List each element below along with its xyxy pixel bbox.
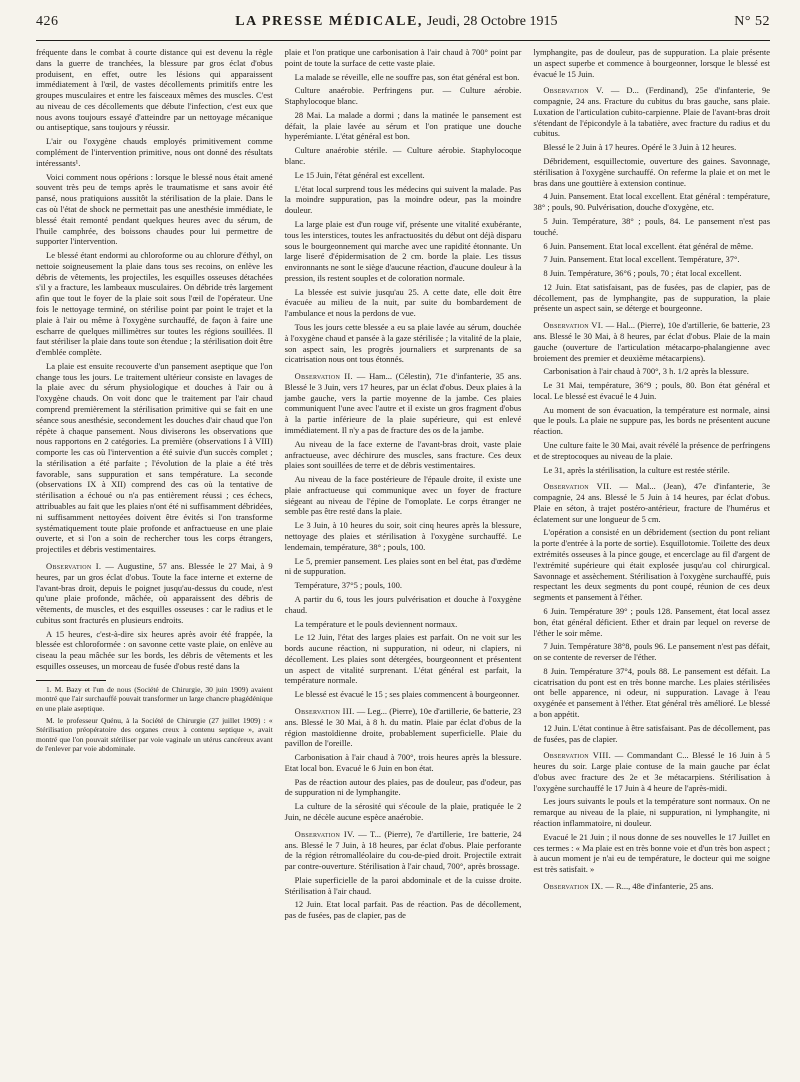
- paragraph: Evacué le 21 Juin ; il nous donne de ses nouvelles le 17 Juillet en ces termes : « Ma plaie est en très bonne voie et d'un très bon aspect ; à aucun moment je n'ai eu de température, le docteur qui me soigne est très satisfait. »: [533, 831, 770, 875]
- paragraph: 8 Juin. Température, 36°6 ; pouls, 70 ; état local excellent.: [543, 268, 742, 279]
- observation-text: — Commandant C... Blessé le 16 Juin à 5 heures du soir. Large plaie contuse de la main gauche par éclat d'obus avec fracture des 2e et 3e métacarpiens. Stérilisation à l'oxygène surchauffé le 17 Juin à 4 heure de l'après-midi.: [533, 750, 770, 793]
- paragraph: Le 31 Mai, température, 36°9 ; pouls, 80. Bon état général et local. Le blessé est évacué le 4 Juin.: [533, 380, 770, 401]
- observation-heading: Observation I.: [46, 560, 102, 571]
- paragraph: Le 12 Juin, l'état des larges plaies est parfait. On ne voit sur les bords aucune réaction, ni suppuration, ni odeur, ni clapiers, ni décollement. Les plaies sont détergées, bourgeonnent et présentent un aspect de vitalité surprenant. L'état général est parfait, la température normale.: [284, 632, 522, 686]
- observation-1: [36, 561, 273, 626]
- observation-heading: Observation V.: [543, 85, 604, 96]
- paragraph: La blessée est suivie jusqu'au 25. A cette date, elle doit être évacuée au milieu de la nuit, par suite du bombardement de l'ambulance et nous la perdons de vue.: [284, 286, 522, 319]
- observation-text: — R..., 48e d'infanterie, 25 ans.: [603, 880, 714, 891]
- paragraph: Le 5, premier pansement. Les plaies sont en bel état, pas d'œdème ni de suppuration.: [284, 555, 522, 577]
- observation-8: [533, 750, 770, 793]
- paragraph: Blessé le 2 Juin à 17 heures. Opéré le 3 Juin à 12 heures.: [543, 142, 737, 153]
- paragraph: La plaie est ensuite recouverte d'un pansement aseptique que l'on change tous les jours. Le traitement ultérieur consiste en lavages de la plaie avec du sérum physiologique et douches à l'air ou à l'oxygène chauds. On voit donc que le traitement par l'air chaud comprend premièrement la stérilisation primitive qui se fait en une séance sous anesthésie, secondement les douches d'air chaud que l'on répète à chaque pansement. Nous diviserons les observations que nous rapportons en 2 catégories. La première (observations I à VIII) comporte les cas où l'intervention a été suivie d'un succès complet ; la stérilisation a été parfaite ; l'évolution de la plaie a été très favorable, sans suppuration et sans température. La seconde (observations IX à XII) comprend des cas où la tentative de stérilisation a échoué ou n'a pas entièrement réussi ; ces échecs, attribuables au fait que les plaies n'ont été ni suffisamment débridées, ni suffisamment nettoyées doivent être évités si l'on transforme systématiquement toute plaie profonde et anfractueuse en une plaie ouverte, et si l'on a soin de rechercher tous les corps étrangers, projectiles et débris vestimentaires.: [36, 360, 273, 555]
- paragraph: 28 Mai. La malade a dormi ; dans la matinée le pansement est défait, la plaie lavée au sérum et l'on pratique une douche hyperémiante. L'état général est bon.: [284, 109, 522, 142]
- paragraph: La température et le pouls deviennent normaux.: [294, 618, 458, 629]
- text-columns: [36, 47, 770, 1067]
- paragraph: La malade se réveille, elle ne souffre pas, son état général est bon.: [294, 71, 520, 82]
- paragraph: 12 Juin. Etat satisfaisant, pas de fusées, pas de clapier, pas de décollement, pas de lymphangite, pas de suppuration, la plaie présente un aspect sain, se déterge et bourgeonne.: [533, 281, 770, 314]
- observation-heading: Observation IX.: [543, 880, 604, 891]
- paragraph: L'air ou l'oxygène chauds employés primitivement comme complément de l'intervention primitive, nous ont donné des résultats intéressants¹.: [36, 136, 273, 168]
- paragraph: 5 Juin. Température, 38° ; pouls, 84. Le pansement n'est pas touché.: [533, 215, 770, 237]
- observation-5: [533, 85, 770, 139]
- paragraph: 8 Juin. Température 37°4, pouls 88. Le pansement est défait. La cicatrisation du pont est en très bonne marche. Les plaies stérilisées ont belle apparence, ni odeur, ni suppuration. Lavage à l'eau oxygénée et pansement à l'éther. Etat général très amélioré. Le blessé a bon appétit.: [533, 665, 770, 719]
- paragraph: L'opération a consisté en un débridement (section du pont reliant la porte d'entrée à la porte de sortie). Esquillotomie. Toilette des deux extrémités osseuses à la pince gouge, et encerclage au fil d'argent de l'extrémité supérieure qui était explosée jusqu'au col chirurgical. Savonnage et assèchement. Stérilisation à l'oxygène surchauffé, puis respectant les deux segments du pont coupé, réunion de ces deux segments et pansement à l'éther.: [533, 527, 770, 603]
- column-2: [285, 47, 522, 1067]
- paragraph: Température, 37°5 ; pouls, 100.: [294, 580, 403, 591]
- observation-heading: Observation VI.: [543, 320, 604, 331]
- observation-heading: Observation IV.: [294, 828, 355, 839]
- observation-4: [285, 829, 522, 872]
- paragraph: Le 31, après la stérilisation, la culture est restée stérile.: [543, 464, 730, 475]
- footnote-1: 1. M. Bazy et l'un de nous (Société de Chirurgie, 30 juin 1909) avaient montré que l'air surchauffé pouvait transformer un large chancre phagédénique en une plaie aseptique.: [36, 684, 273, 713]
- paragraph: Au niveau de la face externe de l'avant-bras droit, vaste plaie anfractueuse, avec déchirure des muscles, sans fracture. Ces deux plaies sont souillées de terre et de débris vestimentaires.: [284, 438, 522, 471]
- paragraph: La culture de la sérosité qui s'écoule de la plaie, pratiquée le 2 Juin, ne décèle aucune espèce anaérobie.: [284, 801, 522, 822]
- observation-text: — Leg... (Pierre), 10e d'artillerie, 6e batterie, 23 ans. Blessé le 30 Mai, à 8 h. du matin. Plaie par éclat d'obus de la région mastoïdienne droite, probablement superficielle. Plaie du pavillon de l'oreille.: [284, 705, 522, 749]
- paragraph: Plaie superficielle de la paroi abdominale et de la cuisse droite. Stérilisation à l'air chaud.: [284, 874, 522, 896]
- paragraph: 12 Juin. Etat local parfait. Pas de réaction. Pas de décollement, pas de fusées, pas de clapier, pas de: [284, 899, 522, 921]
- paragraph: Le 15 Juin, l'état général est excellent.: [294, 169, 425, 180]
- paragraph: Le blessé est évacué le 15 ; ses plaies commencent à bourgeonner.: [294, 689, 520, 700]
- observation-heading: Observation VII.: [543, 481, 612, 492]
- running-header: [36, 14, 770, 36]
- paragraph: Débridement, esquillectomie, ouverture des gaines. Savonnage, stérilisation à l'oxygène surchauffé. On referme la plaie et on met le bras dans une gouttière à extension continue.: [533, 156, 770, 188]
- paragraph: Culture anaérobie. Perfringens pur. — Culture aérobie. Staphylocoque blanc.: [284, 85, 522, 107]
- paragraph: La large plaie est d'un rouge vif, présente une vitalité exubérante, tous les interstices, toutes les anfractuosités du début ont déjà disparu sous le bourgeonnement qui marche avec une rapidité étonnante. Un large liseré d'épidermisation de 2 cm. borde la plaie. Les tissus environnants ne sont le siège d'aucune réaction, d'aucune douleur à la pression, ils restent souples et de coloration normale.: [284, 218, 522, 283]
- paragraph: Tous les jours cette blessée a eu sa plaie lavée au sérum, douchée à l'oxygène chaud et pansée à la gaze stérilisée ; la vitalité de la plaie, son aspect sain, les progrès journaliers et surprenants de sa cicatrisation nous ont tous étonnés.: [284, 321, 522, 365]
- observation-text: — Augustine, 57 ans. Blessée le 27 Mai, à 9 heures, par un gros éclat d'obus. Toute la face interne et externe de l'avant-bras droit, depuis le poignet jusqu'au-dessus du coude, n'est qu'une plaie profonde, mâchée, où apparaissent des débris de vêtements, de muscles, et des esquilles osseuses : car le radius et le cubitus sont fracturés en plusieurs endroits.: [36, 560, 273, 625]
- paragraph: 6 Juin. Pansement. Etat local excellent. état général de même.: [543, 240, 754, 251]
- journal-name: LA PRESSE MÉDICALE,: [235, 14, 423, 29]
- paragraph: 4 Juin. Pansement. Etat local excellent. Etat général : température, 38° ; pouls, 90. Pulvérisation, douche d'oxygène, etc.: [533, 191, 770, 213]
- paragraph: Voici comment nous opérions : lorsque le blessé nous était amené souvent très peu de temps après le traumatisme et sans avoir été pansé, nous pratiquions aussitôt la stérilisation de la plaie. Dans le cas où l'état de shock ne permettait pas une anesthésie immédiate, le blessé était remonté pendant quelques heures avec du sérum, de l'huile camphrée, des boissons chaudes pour lui permettre de supporter l'intervention.: [36, 171, 273, 247]
- paragraph: 7 Juin. Pansement. Etat local excellent. Température, 37°.: [543, 254, 740, 265]
- paragraph: Carbonisation à l'air chaud à 700°, 3 h. 1/2 après la blessure.: [543, 366, 749, 377]
- issue-number: N° 52: [734, 14, 770, 29]
- journal-title: [235, 14, 557, 30]
- observation-6: [533, 320, 770, 363]
- paragraph: 12 Juin. L'état continue à être satisfaisant. Pas de décollement, pas de fusées, pas de clapier.: [533, 722, 770, 744]
- paragraph: Le 3 Juin, à 10 heures du soir, soit cinq heures après la blessure, nettoyage des plaies et stérilisation à l'oxygène surchauffé. Le lendemain, température, 38° ; pouls, 100.: [284, 520, 522, 552]
- observation-heading: Observation VIII.: [543, 750, 612, 761]
- paragraph: Au moment de son évacuation, la température est normale, ainsi que le pouls. La plaie ne suppure pas, les bords ne présentent aucune réaction.: [533, 404, 770, 437]
- footnote-rule: [36, 680, 106, 681]
- paragraph: Les jours suivants le pouls et la température sont normaux. On ne remarque au niveau de la plaie, ni suppuration, ni lymphangite, ni réaction inflammatoire, ni douleur.: [533, 796, 770, 828]
- paragraph: Une culture faite le 30 Mai, avait révélé la présence de perfringens et de streptocoques au niveau de la plaie.: [533, 440, 770, 461]
- observation-text: — T... (Pierre), 7e d'artillerie, 1re batterie, 24 ans. Blessé le 7 Juin, à 18 heures, par éclat d'obus. Plaie perforante de la région rétromalléolaire du cou-de-pied droit. Projectile extrait par contre-ouverture. Stérilisation à l'air chaud, 700°, après brossage.: [284, 828, 522, 872]
- issue-date: Jeudi, 28 Octobre 1915: [426, 14, 558, 29]
- paragraph: A partir du 6, tous les jours pulvérisation et douche à l'oxygène chaud.: [284, 593, 522, 615]
- paragraph: fréquente dans le combat à courte distance qui est devenu la règle dans la guerre de tranchées, la blessure par gros éclat d'obus produisent, en effet, outre les lésions qui apparaissent immédiatement à l'œil, de vastes décollements primitifs entre les groupes musculaires et entre les faisceaux mêmes des muscles. C'est au niveau de ces décollements que débute l'infection, c'est eux que nous avons toujours essayé d'atteindre par un nettoyage mécanique ou antiseptique, sans toujours y réussir.: [36, 47, 273, 133]
- paragraph: lymphangite, pas de douleur, pas de suppuration. La plaie présente un aspect superbe et commence à bourgeonner, lorsque le blessé est évacué le 15 Juin.: [533, 47, 770, 79]
- observation-2: [285, 371, 522, 436]
- header-rule: [36, 40, 770, 41]
- paragraph: Pas de réaction autour des plaies, pas de douleur, pas d'odeur, pas de suppuration ni de lymphangite.: [284, 776, 522, 798]
- observation-text: — Ham... (Célestin), 71e d'infanterie, 35 ans. Blessé le 3 Juin, vers 17 heures, par un éclat d'obus. Deux plaies à la jambe gauche, vers la partie moyenne de la jambe. Ces plaies communiquent l'une avec l'autre et il existe un gros fragment d'obus à la partie inférieure de la plaie supérieure, qui est enlevé immédiatement. Il n'y a pas de fracture des os de la jambe.: [284, 371, 522, 435]
- column-3: [533, 47, 770, 1067]
- paragraph: Carbonisation à l'air chaud à 700°, trois heures après la blessure. Etat local bon. Evacué le 6 Juin en bon état.: [284, 752, 522, 773]
- footnote-2: M. le professeur Quénu, à la Société de Chirurgie (27 juillet 1909) : « Stérilisation préopératoire des organes creux à contenu septique », avait montré que l'on pouvait stériliser par voie vaginale un utérus cancéreux avant de l'enlever par voie abdominale.: [36, 715, 273, 753]
- column-1: [36, 47, 273, 1067]
- paragraph: 7 Juin. Température 38°8, pouls 96. Le pansement n'est pas défait, on se contente de reverser de l'éther.: [533, 641, 770, 663]
- observation-text: — D... (Ferdinand), 25e d'infanterie, 9e compagnie, 24 ans. Fracture du cubitus du bras gauche, sans plaie. Luxation de l'articulation cubito-carpienne. Plaie de l'avant-bras droit s'étendant de l'épicondyle à la tabatière, avec fracture du radius et du cubitus.: [533, 85, 770, 139]
- paragraph: 6 Juin. Température 39° ; pouls 128. Pansement, état local assez bon, état général déficient. Ether et drain par lequel on reverse de l'éther le soir même.: [533, 605, 770, 638]
- observation-heading: Observation II.: [294, 371, 353, 382]
- page-number: 426: [36, 14, 59, 29]
- paragraph: L'état local surprend tous les médecins qui suivent la malade. Pas la moindre suppuration, pas la moindre odeur, pas la moindre douleur.: [284, 183, 522, 216]
- observation-heading: Observation III.: [294, 705, 355, 716]
- observation-7: [533, 481, 770, 524]
- observation-text: — Mal... (Jean), 47e d'infanterie, 3e compagnie, 24 ans. Blessé le 5 Juin à 14 heures, par éclat d'obus. Plaie en séton, à trajet postéro-antérieur, fracture de l'humérus et éclatement sur une longueur de 5 cm.: [533, 481, 770, 524]
- observation-3: [285, 706, 522, 749]
- paragraph: Le blessé étant endormi au chloroforme ou au chlorure d'éthyl, on nettoie soigneusement la plaie dans tous ses recoins, on enlève les débris de vêtements, les projectiles, les esquilles osseuses détachées s'il y a fracture, les lambeaux musculaires. On débride très largement afin que tout le foyer de la plaie soit sous l'œil de l'opérateur. Une fois le nettoyage terminé, on stérilise point par point le trajet et la plaie à l'air ou même à l'oxygène surchauffé, de façon à faire une escharre de quelques millimètres sur toutes les régions souillées. Il faut stériliser la plaie dans toute son étendue ; la stérilisation doit être d'emblée complète.: [36, 250, 273, 358]
- paragraph: A 15 heures, c'est-à-dire six heures après avoir été frappée, la blessée est chloroformée : on savonne cette vaste plaie, on enlève au ciseau la peau mâchée sur les bords, les débris de vêtements et les esquilles osseuses, un morceau de fusée d'obus resté dans la: [36, 628, 273, 671]
- observation-text: — Hal... (Pierre), 10e d'artillerie, 6e batterie, 23 ans. Blessé le 30 Mai, à 8 heures, par éclat d'obus. Plaie de la main gauche (ouverture de l'articulation métacarpo-phalangienne avec broiement des premier et deuxième métacarpiens).: [533, 320, 770, 363]
- paragraph: plaie et l'on pratique une carbonisation à l'air chaud à 700° point par point de toute la surface de cette vaste plaie.: [284, 47, 522, 68]
- observation-9: [533, 881, 770, 892]
- paragraph: Au niveau de la face postérieure de l'épaule droite, il existe une plaie anfractueuse qui communique avec un foyer de fracture siégeant au niveau de l'épine de l'omoplate. Le corps étranger ne semble pas être resté dans la plaie.: [284, 474, 522, 517]
- paragraph: Culture anaérobie stérile. — Culture aérobie. Staphylocoque blanc.: [284, 145, 522, 167]
